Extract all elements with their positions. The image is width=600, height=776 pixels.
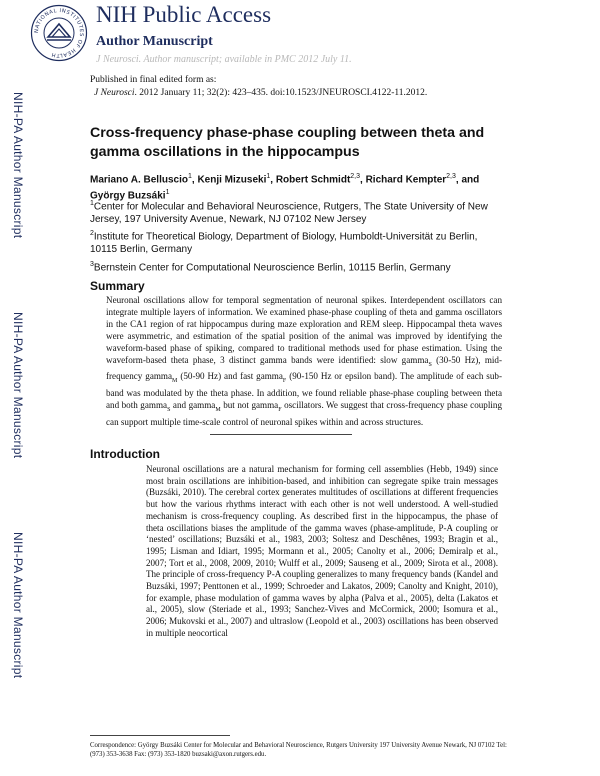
article-title: Cross-frequency phase-phase coupling between theta and gamma oscillations in the hippocampus (90, 125, 485, 160)
abstract-text (106, 295, 502, 429)
author-affiliation-mark: 1 (266, 173, 271, 180)
journal-name: J Neurosci (94, 88, 135, 98)
subscript: F (282, 378, 287, 385)
publication-info (90, 74, 427, 100)
availability-note: J Neurosci. Author manuscript; available in PMC 2012 July 11. (96, 54, 352, 65)
affiliation-number: 3 (90, 261, 94, 268)
abstract-part: (90-150 Hz or epsilon band). The amplitude of each sub-band was modulated by the theta phase. In addition, we found reliable phase-phase coupling between theta and both gamma (106, 371, 502, 410)
introduction-text: Neuronal oscillations are a natural mechanism for forming cell assemblies (Hebb, 1949) since most brain oscillations are inhibition-based, and inhibition can segregate spike train messages (Buzsáki, 2010). The cerebral cortex generates multitudes of oscillations at different frequencies but how the various rhythms interact with each other is not well understood. A well-studied mechanism is cross-frequency coupling. As described first in the hippocampus, the phase of theta oscillations biases the amplitude of the gamma waves (phase-amplitude, P-A coupling or ‘nested’ oscillations; Buzsáki et al., 1983, 2003; Soltesz and Deschênes, 1993; Bragin et al., 1995; Lisman and Idiart, 1995; Mormann et al., 2005; Canolty et al., 2006; Demiralp et al., 2007; Tort et al., 2008, 2009, 2010; Wulff et al., 2009; Sauseng et al., 2009; Sirota et al., 2008). The principle of cross-frequency P-A coupling generalizes to many frequency bands (Kandel and Buzsáki, 1997; Penttonen et al., 1999; Schroeder and Lakatos, 2009; Canolty and Knight, 2010), for example, phase modulation of gamma waves by alpha (Palva et al., 2005), delta (Lakatos et al., 2005), slow (Steriade et al., 1993; Sanchez-Vives and McCormick, 2000; Isomura et al., 2006; Mukovski et al., 2007) and ultraslow (Leopold et al., 2003) oscillations has been observed in multiple neocortical (146, 464, 498, 638)
section-divider (210, 434, 352, 435)
affiliation-3 (90, 258, 500, 274)
sidebar-text: NIH-PA Author Manuscript (11, 311, 25, 459)
introduction-heading: Introduction (90, 447, 160, 461)
summary-heading: Summary (90, 279, 145, 293)
author-name: , Kenji Mizuseki (191, 174, 267, 186)
abstract-part: oscillators. We suggest that cross-frequency phase coupling can support multiple time-scale control of neuronal spikes within and across structures. (106, 399, 502, 427)
subscript: F (278, 406, 282, 413)
affiliation-number: 1 (90, 200, 94, 207)
subscript: S (167, 406, 171, 413)
subscript: M (172, 378, 178, 385)
sidebar-label-bottom (8, 510, 28, 700)
author-manuscript-label: Author Manuscript (96, 34, 213, 49)
affiliation-text: Bernstein Center for Computational Neuroscience Berlin, 10115 Berlin, Germany (93, 262, 451, 274)
svg-text:NATIONAL INSTITUTES OF HEALTH: NATIONAL INSTITUTES OF HEALTH (33, 7, 85, 59)
subscript: M (215, 406, 221, 413)
sidebar-text: NIH-PA Author Manuscript (11, 531, 25, 679)
affiliation-1 (90, 197, 500, 226)
published-label: Published in final edited form as: (90, 75, 217, 85)
author-affiliation-mark: 1 (165, 189, 170, 197)
affiliation-text: Institute for Theoretical Biology, Department of Biology, Humboldt-Universität zu Berlin, 10115 Berlin, Germany (90, 231, 478, 256)
author-affiliation-mark: 1 (187, 173, 192, 180)
author-name: , and György Buzsáki (90, 174, 480, 202)
citation-details: . 2012 January 11; 32(2): 423–435. doi:10.1523/JNEUROSCI.4122-11.2012. (134, 88, 428, 98)
abstract-part: but not gamma (220, 399, 279, 410)
footnote-divider (90, 735, 230, 736)
correspondence-footnote: Correspondence: György Buzsáki Center for Molecular and Behavioral Neuroscience, Rutgers University 197 University Avenue Newark, NJ 07102 Tel: (973) 353-3638 Fax: (973) 353-1820 buzsaki@axon.rutgers.edu. (90, 742, 507, 758)
sidebar-text: NIH-PA Author Manuscript (11, 91, 25, 239)
abstract-part: (30-50 Hz), mid-frequency gamma (106, 354, 502, 382)
abstract-part: Neuronal oscillations allow for temporal segmentation of neuronal spikes. Interdependent oscillators can integrate multiple layers of information. We examined phase-phase coupling of theta and gamma oscillators in the CA1 region of rat hippocampus during maze exploration and REM sleep. Hippocampal theta waves were asymmetric, and estimation of the spatial position of the animal was improved by identifying the waveform-based phase of spiking, compared to traditional methods used for phase estimation. Using the waveform-based theta phase, 3 distinct gamma bands were identified: slow gamma (106, 295, 502, 365)
abstract-part: and gamma (170, 399, 216, 410)
affiliation-number: 2 (90, 230, 94, 237)
sidebar-label-top (8, 70, 28, 260)
nih-public-access-title: NIH Public Access (96, 2, 272, 27)
author-affiliation-mark: 2,3 (350, 173, 361, 180)
nih-seal-logo (30, 4, 88, 62)
abstract-part: (50-90 Hz) and fast gamma (177, 371, 283, 382)
affiliation-text: Center for Molecular and Behavioral Neuroscience, Rutgers, The State University of New Jersey, 197 University Avenue, Newark, NJ 07102 New Jersey (90, 201, 488, 226)
subscript: S (428, 361, 432, 368)
citation (90, 87, 427, 100)
sidebar-label-middle (8, 290, 28, 480)
author-name: , Richard Kempter (360, 174, 447, 186)
affiliation-2 (90, 227, 500, 256)
author-name: Mariano A. Belluscio (90, 174, 188, 186)
author-name: , Robert Schmidt (270, 174, 351, 186)
author-affiliation-mark: 2,3 (446, 173, 456, 180)
